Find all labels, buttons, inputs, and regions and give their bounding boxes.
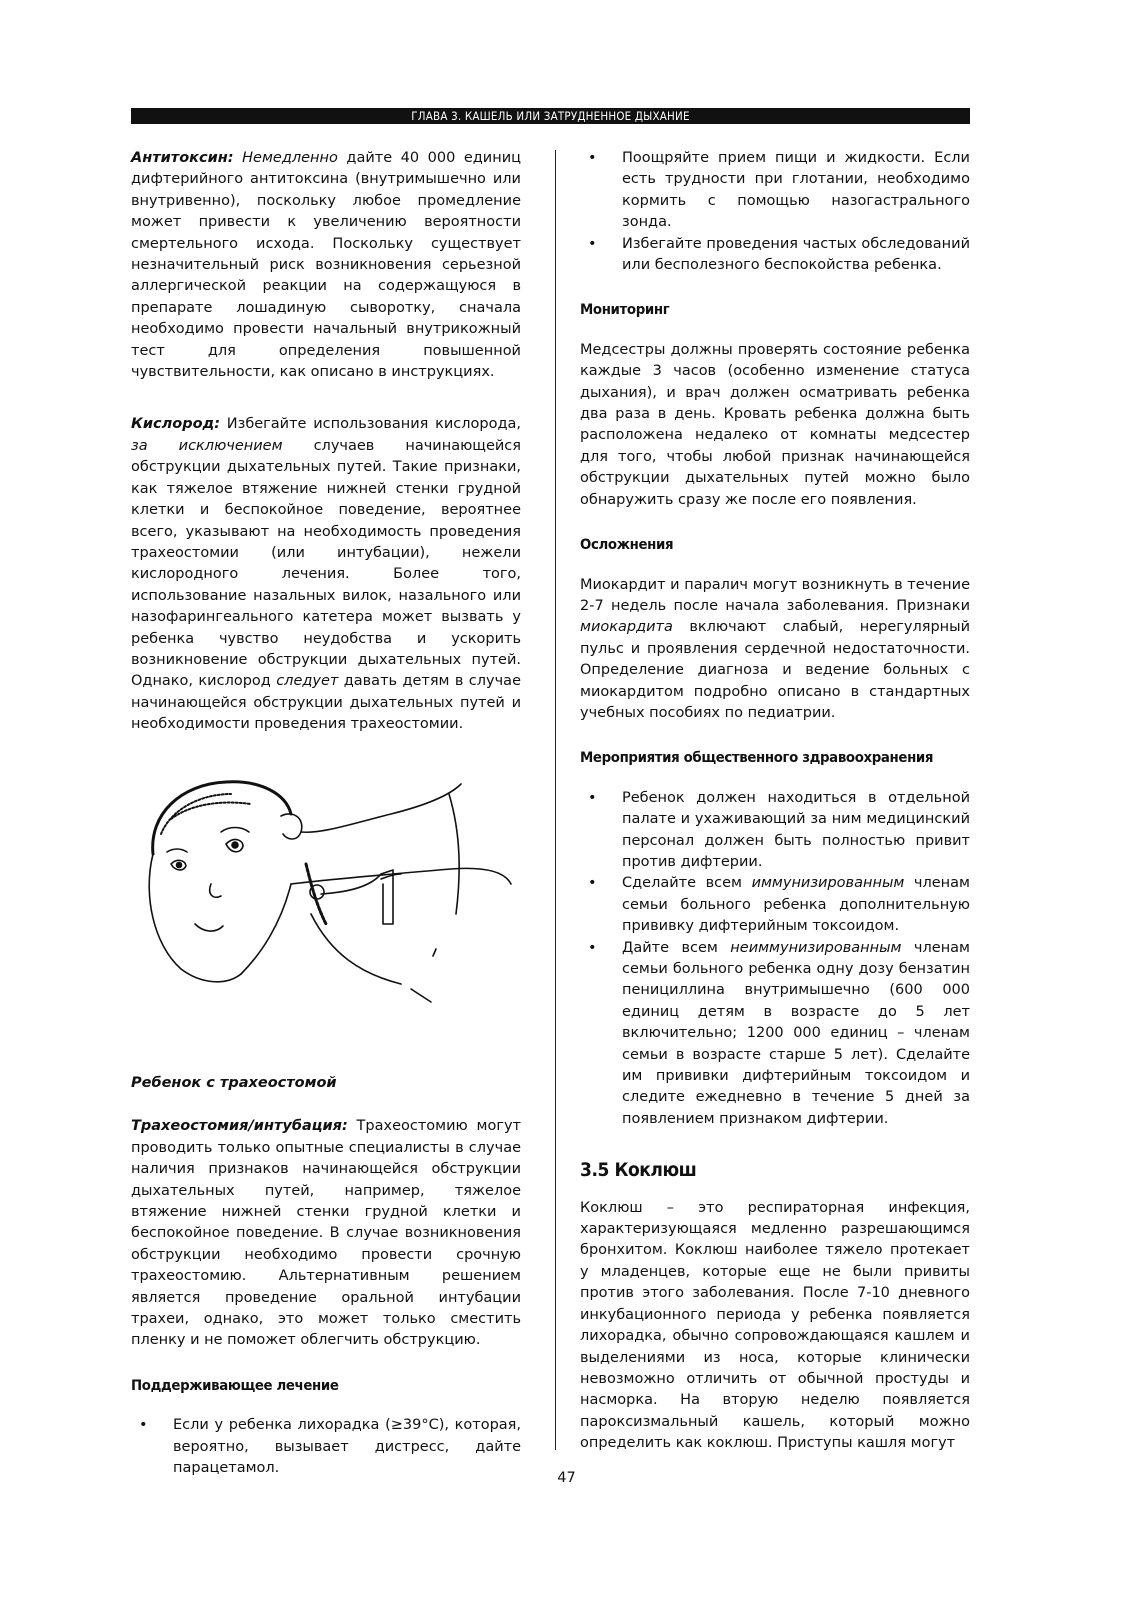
child-tracheostomy-illustration <box>131 774 521 1054</box>
pertussis-paragraph: Коклюш – это респираторная инфекция, характеризующаяся медленно разрешающимся бронхитом. Коклюш наиболее тяжело протекает у младенцев, которые еще не были привиты против этого заболевания. После 7-10 дневного инкубационного периода у ребенка появляется лихорадка, обычно сопровождающаяся кашлем и выделениями из носа, которые клинически невозможно отличить от обычной простуды и насморка. На вторую неделю появляется пароксизмальный кашель, который можно определить как коклюш. Приступы кашля могут <box>580 1199 970 1452</box>
oxygen-text-2: случаев начинающейся обструкции дыхательных путей. Такие признаки, как тяжелое втяжение нижней стенки грудной клетки и беспокойное поведение, вероятнее всего, указывают на необходимость проведения трахеостомии (или интубации), нежели кислородного лечения. Более того, использование назальных вилок, назального или назофарингеального катетера может вызвать у ребенка чувство неудобства и ускорить возникновение обструкции дыхательных путей. Однако, кислород <box>131 437 521 690</box>
column-divider <box>555 150 556 1450</box>
bullet-icon: • <box>588 235 597 252</box>
bullet-icon: • <box>588 789 597 806</box>
right-column <box>580 148 970 1455</box>
list-item-emphasis: иммунизированным <box>751 875 905 892</box>
figure-caption: Ребенок с трахеостомой <box>131 1074 337 1091</box>
oxygen-text-3: давать детям в случае начинающейся обструкции дыхательных путей и необходимости проведения трахеостомии. <box>131 673 521 733</box>
tracheostomy-paragraph <box>131 1116 521 1351</box>
oxygen-lead: Кислород: <box>131 416 221 433</box>
monitoring-heading: Мониторинг <box>580 302 670 319</box>
antitoxin-text: дайте 40 000 единиц дифтерийного антитоксина (внутримышечно или внутривенно), поскольку любое промедление может привести к увеличению вероятности смертельного исхода. Поскольку существует незначительный риск возникновения серьезной аллергической реакции на содержащуюся в препарате лошадиную сыворотку, сначала необходимо провести начальный внутрикожный тест для определения повышенной чувствительности, как описано в инструкциях. <box>131 150 521 381</box>
list-item-text: Сделайте всем <box>622 875 752 892</box>
antitoxin-paragraph <box>131 148 521 383</box>
list-item-text: Избегайте проведения частых обследований или бесполезного беспокойства ребенка. <box>622 235 970 274</box>
list-item <box>580 788 970 874</box>
complications-text-2: включают слабый, нерегулярный пульс и проявления сердечной недостаточности. Определение диагноза и ведение больных с миокардитом подробно описано в стандартных учебных пособиях по педиатрии. <box>580 619 970 721</box>
list-item <box>580 873 970 937</box>
list-item-text-tail: членам семьи больного ребенка дополнительную прививку дифтерийным токсоидом. <box>622 875 970 935</box>
antitoxin-lead: Антитоксин: <box>131 150 234 166</box>
list-item-text-tail: членам семьи больного ребенка одну дозу бензатин пенициллина внутримышечно (600 000 единиц детям в возрасте до 5 лет включительно; 1200 000 единиц – членам семьи в возрасте старше 5 лет). Сделайте им прививки дифтерийным токсоидом и следите ежедневно в течение 5 дней за появлением признаком дифтерии. <box>622 939 970 1127</box>
oxygen-paragraph <box>131 414 521 735</box>
complications-emphasis: миокардита <box>580 619 673 636</box>
list-item <box>580 234 970 277</box>
list-item-text: Поощряйте прием пищи и жидкости. Если есть трудности при глотании, необходимо кормить с помощью назогастрального зонда. <box>622 150 970 231</box>
supportive-care-heading: Поддерживающее лечение <box>131 1377 339 1394</box>
bullet-icon: • <box>588 875 597 892</box>
public-health-list <box>580 788 970 1131</box>
list-item-text: Если у ребенка лихорадка (≥39°C), которая, вероятно, вызывает дистресс, дайте парацетамол. <box>173 1417 521 1477</box>
list-item-text: Дайте всем <box>622 939 731 956</box>
oxygen-text-1: Избегайте использования кислорода, <box>220 416 521 433</box>
public-health-heading: Мероприятия общественного здравоохранения <box>580 750 934 767</box>
tracheostomy-lead: Трахеостомия/интубация: <box>131 1118 348 1135</box>
complications-paragraph <box>580 575 970 725</box>
list-item <box>580 148 970 234</box>
supportive-care-list-continued <box>580 148 970 276</box>
oxygen-emphasis-2: следует <box>276 673 339 690</box>
list-item-emphasis: неиммунизированным <box>730 939 902 956</box>
chapter-header: ГЛАВА 3. КАШЕЛЬ ИЛИ ЗАТРУДНЕННОЕ ДЫХАНИЕ <box>131 108 970 124</box>
page-number: 47 <box>557 1470 576 1486</box>
bullet-icon: • <box>588 939 597 956</box>
bullet-icon: • <box>139 1417 148 1434</box>
antitoxin-emphasis: Немедленно <box>242 150 338 166</box>
bullet-icon: • <box>588 150 597 166</box>
list-item-text: Ребенок должен находиться в отдельной палате и ухаживающий за ним медицинский персонал должен быть полностью привит против дифтерии. <box>622 789 970 870</box>
monitoring-paragraph: Медсестры должны проверять состояние ребенка каждые 3 часов (особенно изменение статуса дыхания), и врач должен осматривать ребенка два раза в день. Кровать ребенка должна быть расположена недалеко от комнаты медсестер для того, чтобы любой признак начинающейся обструкции дыхательных путей можно было обнаружить сразу же после его появления. <box>580 341 970 508</box>
left-column <box>131 148 521 1479</box>
complications-text-1: Миокардит и паралич могут возникнуть в течение 2-7 недель после начала заболевания. Признаки <box>580 576 970 614</box>
oxygen-emphasis-1: за исключением <box>131 437 283 454</box>
tracheostomy-text: Трахеостомию могут проводить только опытные специалисты в случае наличия признаков начинающейся обструкции дыхательных путей, например, тяжелое втяжение нижней стенки грудной клетки и беспокойное поведение. В случае возникновения обструкции необходимо провести срочную трахеостомию. Альтернативным решением является проведение оральной интубации трахеи, однако, это может только сместить пленку и не поможет облегчить обструкцию. <box>131 1118 521 1349</box>
complications-heading: Осложнения <box>580 537 674 554</box>
list-item <box>580 938 970 1131</box>
pertussis-section-heading: 3.5 Коклюш <box>580 1159 697 1182</box>
